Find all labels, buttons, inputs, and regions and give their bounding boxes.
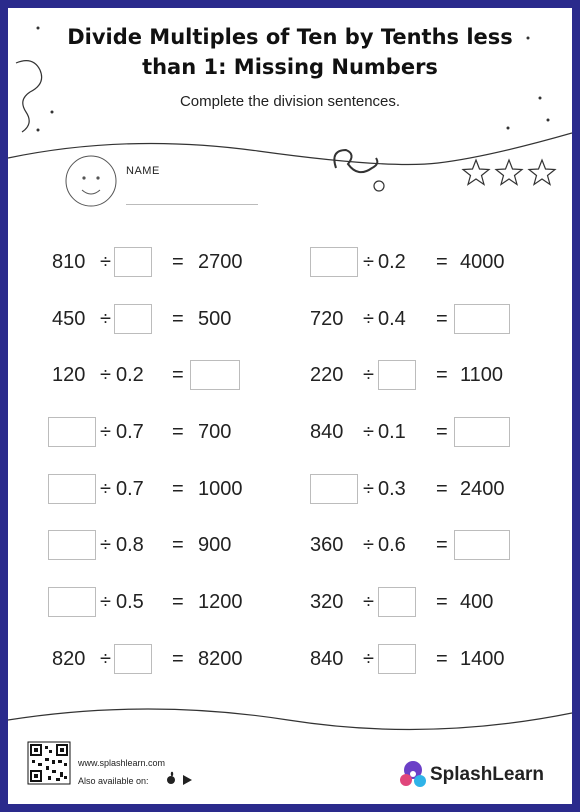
divide-sign: ÷ [363,648,374,670]
dividend: 720 [310,308,344,330]
divide-sign: ÷ [363,478,374,500]
quotient: 400 [460,591,494,613]
equals-sign: = [436,364,448,386]
quotient: 1400 [460,648,505,670]
divide-sign: ÷ [100,251,111,273]
sparkle-dot [547,119,550,122]
equals-sign: = [172,308,184,330]
equals-sign: = [172,591,184,613]
divisor: 0.2 [378,251,406,273]
equals-sign: = [436,251,448,273]
quotient: 4000 [460,251,505,273]
name-field[interactable] [126,204,258,205]
answer-box[interactable] [310,474,358,504]
quotient: 2700 [198,251,243,273]
answer-box[interactable] [114,304,152,334]
star-icon [496,160,522,185]
divide-sign: ÷ [363,421,374,443]
dividend: 320 [310,591,344,613]
sparkle-dot [37,129,40,132]
divide-sign: ÷ [363,534,374,556]
title-line-1: Divide Multiples of Ten by Tenths less [67,25,513,49]
dividend: 820 [52,648,86,670]
qr-code-icon [28,742,70,784]
equals-sign: = [436,308,448,330]
answer-box[interactable] [378,587,416,617]
answer-box[interactable] [378,360,416,390]
quotient: 1200 [198,591,243,613]
dividend: 810 [52,251,86,273]
equals-sign: = [172,648,184,670]
divisor: 0.7 [116,478,144,500]
decorations [8,8,572,804]
sparkle-dot [51,111,54,114]
answer-box[interactable] [454,417,510,447]
divisor: 0.7 [116,421,144,443]
quotient: 900 [198,534,232,556]
divide-sign: ÷ [100,364,111,386]
answer-box[interactable] [190,360,240,390]
dividend: 220 [310,364,344,386]
website-link[interactable]: www.splashlearn.com [78,758,166,768]
splashlearn-logo-icon [400,761,426,787]
divisor: 0.8 [116,534,144,556]
answer-box[interactable] [114,247,152,277]
header-wave-line [8,133,572,165]
quotient: 8200 [198,648,243,670]
apple-icon [167,772,175,784]
divide-sign: ÷ [363,591,374,613]
answer-box[interactable] [48,530,96,560]
divide-sign: ÷ [100,421,111,443]
equals-sign: = [172,478,184,500]
dividend: 840 [310,421,344,443]
equals-sign: = [172,251,184,273]
equals-sign: = [436,478,448,500]
divide-sign: ÷ [100,648,111,670]
equals-sign: = [172,421,184,443]
play-store-icon [183,775,192,785]
quotient: 1000 [198,478,243,500]
answer-box[interactable] [48,417,96,447]
instructions: Complete the division sentences. [179,93,401,110]
quotient: 700 [198,421,232,443]
answer-box[interactable] [454,304,510,334]
divide-sign: ÷ [100,478,111,500]
divide-sign: ÷ [363,308,374,330]
divisor: 0.2 [116,364,144,386]
divisor: 0.5 [116,591,144,613]
star-icon [463,160,489,185]
dividend: 840 [310,648,344,670]
equals-sign: = [172,364,184,386]
equals-sign: = [436,421,448,443]
answer-box[interactable] [114,644,152,674]
answer-box[interactable] [48,587,96,617]
answer-box[interactable] [378,644,416,674]
page-title [8,22,572,82]
divisor: 0.6 [378,534,406,556]
worksheet [8,8,572,804]
quotient: 500 [198,308,232,330]
smiley-face-icon [66,156,116,206]
dividend: 120 [52,364,86,386]
divisor: 0.3 [378,478,406,500]
dividend: 450 [52,308,86,330]
brand-name: SplashLearn [430,764,545,785]
name-label: NAME [126,165,160,177]
answer-box[interactable] [454,530,510,560]
divide-sign: ÷ [100,534,111,556]
divide-sign: ÷ [100,308,111,330]
divisor: 0.1 [378,421,406,443]
equals-sign: = [436,591,448,613]
sparkle-dot [507,127,510,130]
divide-sign: ÷ [363,364,374,386]
quotient: 2400 [460,478,505,500]
equals-sign: = [436,648,448,670]
dividend: 360 [310,534,344,556]
footer-wave-line [8,709,572,729]
title-line-2: than 1: Missing Numbers [142,55,438,79]
circle-decoration [374,181,384,191]
equals-sign: = [436,534,448,556]
divide-sign: ÷ [100,591,111,613]
quotient: 1100 [460,364,504,386]
answer-box[interactable] [310,247,358,277]
answer-box[interactable] [48,474,96,504]
divisor: 0.4 [378,308,406,330]
divide-sign: ÷ [363,251,374,273]
available-on-text: Also available on: [78,776,149,786]
star-icon [529,160,555,185]
equals-sign: = [172,534,184,556]
